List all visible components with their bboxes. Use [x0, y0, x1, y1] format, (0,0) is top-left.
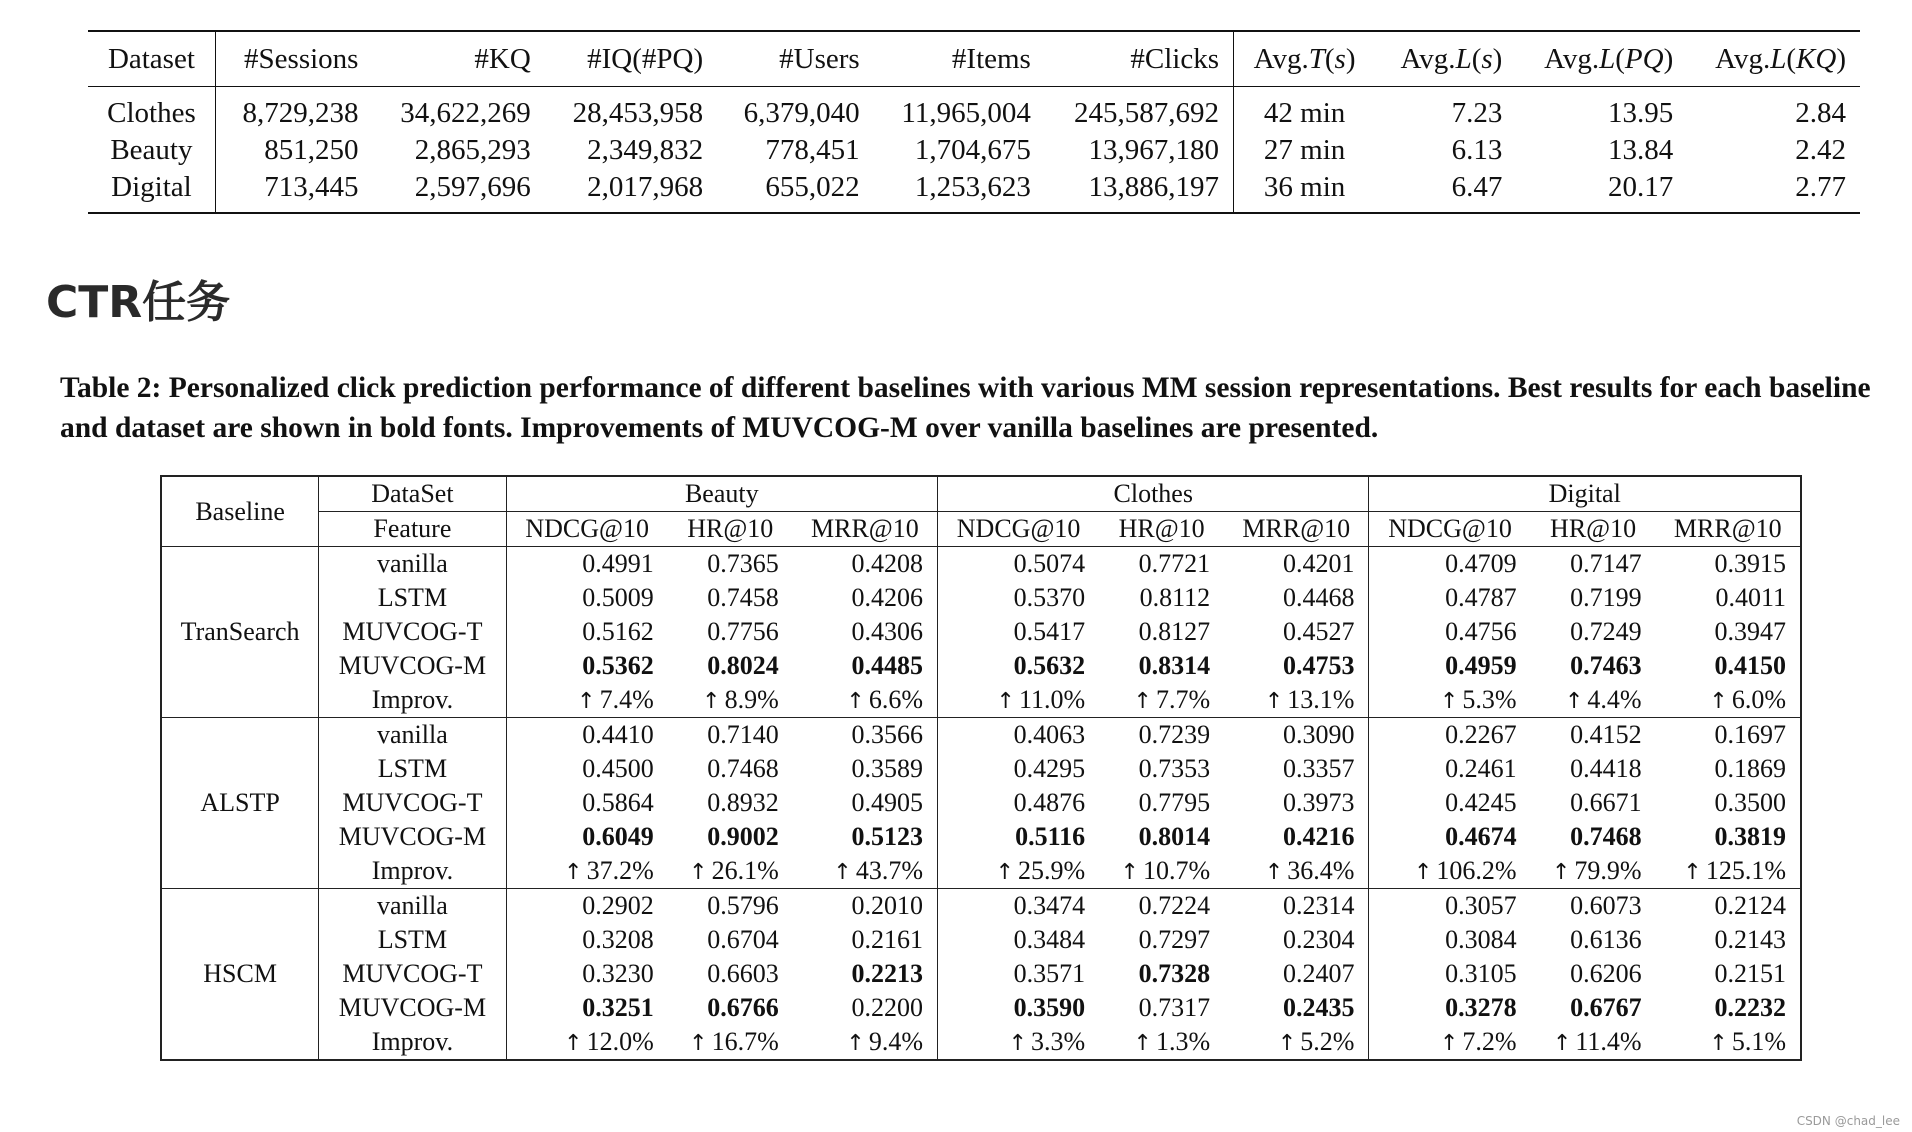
table2-row	[161, 991, 1801, 1025]
improvement-cell	[506, 683, 668, 718]
table1-cell: 655,022	[765, 171, 860, 203]
feature-cell: MUVCOG-T	[319, 786, 506, 820]
improvement-cell	[1224, 854, 1369, 889]
improvement-value: 4.4%	[1587, 685, 1642, 714]
table1-cell: 2,017,968	[587, 171, 704, 203]
feature-cell: LSTM	[319, 923, 506, 957]
t1-header-kq: #KQ	[372, 31, 544, 87]
table1-cell: 713,445	[264, 171, 359, 203]
metric-value-cell: 0.3105	[1445, 959, 1517, 988]
metric-value-cell: 0.8112	[1139, 583, 1211, 612]
table1-cell: 27 min	[1263, 134, 1346, 166]
improvement-value: 25.9%	[1018, 856, 1086, 885]
t2-metric-header: HR@10	[687, 514, 774, 543]
metric-value-cell: 0.4500	[582, 754, 654, 783]
up-arrow-icon: ↑	[1709, 689, 1728, 714]
up-arrow-icon: ↑	[1552, 1031, 1572, 1056]
table2-row	[161, 547, 1801, 582]
metric-value-cell: 0.4876	[1013, 788, 1086, 817]
metric-value-cell: 0.8014	[1138, 822, 1211, 851]
baseline-cell: HSCM	[161, 889, 319, 1061]
metric-value-cell: 0.2902	[506, 889, 668, 924]
table1-row	[88, 87, 1860, 133]
up-arrow-icon: ↑	[1439, 689, 1459, 714]
metric-value-cell: 0.4468	[1224, 581, 1369, 615]
feature-cell: MUVCOG-T	[319, 957, 506, 991]
improvement-value: 12.0%	[586, 1027, 654, 1056]
metric-value-cell: 0.4152	[1531, 718, 1656, 753]
improvement-cell	[1224, 1025, 1369, 1060]
metric-value-cell: 0.4485	[793, 649, 938, 683]
t1-header-dataset: Dataset	[88, 31, 215, 87]
table1-cell: 2,597,696	[414, 171, 531, 203]
up-arrow-icon: ↑	[1683, 860, 1702, 885]
metric-value-cell: 0.4959	[1445, 651, 1517, 680]
improvement-value: 5.3%	[1462, 685, 1517, 714]
feature-cell: MUVCOG-M	[319, 649, 506, 683]
metric-value-cell: 0.4991	[506, 547, 668, 582]
improvement-cell	[1531, 854, 1656, 889]
metric-value-cell: 0.4011	[1715, 583, 1786, 612]
improvement-value: 6.0%	[1731, 685, 1786, 714]
t1-header-avg-len-kq: Avg.L(KQ)	[1687, 31, 1860, 87]
t2-header-clothes: Clothes	[938, 476, 1369, 512]
metric-value-cell: 0.6136	[1570, 925, 1642, 954]
metric-value-cell: 0.7468	[707, 754, 779, 783]
t2-metric-header: MRR@10	[1224, 512, 1369, 547]
table1-cell: 1,704,675	[914, 134, 1031, 166]
table1-cell: 6.13	[1451, 134, 1503, 166]
improvement-value: 5.2%	[1300, 1027, 1355, 1056]
feature-cell: MUVCOG-T	[319, 615, 506, 649]
metric-value-cell: 0.2407	[1224, 957, 1369, 991]
improvement-cell	[668, 683, 793, 718]
table1-dataset-cell: Beauty	[88, 132, 215, 169]
metric-value-cell: 0.4201	[1224, 547, 1369, 582]
improvement-value: 36.4%	[1287, 856, 1355, 885]
improvement-value: 106.2%	[1436, 856, 1517, 885]
up-arrow-icon: ↑	[564, 1031, 583, 1056]
metric-value-cell: 0.8127	[1138, 617, 1211, 646]
improvement-cell	[1369, 683, 1531, 718]
table2-row	[161, 854, 1801, 889]
up-arrow-icon: ↑	[996, 689, 1015, 714]
improvement-value: 26.1%	[711, 856, 779, 885]
metric-value-cell: 0.3915	[1656, 547, 1801, 582]
t1-header-clicks: #Clicks	[1045, 31, 1234, 87]
metric-value-cell: 0.4306	[793, 615, 938, 649]
table1-cell: 13,886,197	[1045, 169, 1234, 213]
feature-cell: vanilla	[319, 889, 506, 924]
metric-value-cell: 0.7756	[707, 617, 779, 646]
improvement-cell	[1224, 683, 1369, 718]
metric-value-cell: 0.6049	[582, 822, 654, 851]
feature-cell: vanilla	[319, 718, 506, 753]
improvement-cell	[1656, 683, 1801, 718]
metric-value-cell: 0.7249	[1570, 617, 1642, 646]
t2-metric-header: HR@10	[1118, 514, 1205, 543]
baseline-cell: TranSearch	[161, 547, 319, 718]
metric-value-cell: 0.5864	[582, 788, 654, 817]
feature-cell: LSTM	[319, 752, 506, 786]
metric-value-cell: 0.2161	[793, 923, 938, 957]
metric-value-cell: 0.3484	[1013, 925, 1086, 954]
improvement-cell	[1099, 683, 1224, 718]
up-arrow-icon: ↑	[702, 689, 721, 714]
table1-cell: 42 min	[1263, 97, 1346, 129]
table1-cell: 34,622,269	[400, 97, 531, 129]
improvement-value: 43.7%	[855, 856, 924, 885]
table1-cell: 20.17	[1608, 171, 1674, 203]
up-arrow-icon: ↑	[846, 1031, 865, 1056]
table2-row	[161, 581, 1801, 615]
metric-value-cell: 0.3357	[1224, 752, 1369, 786]
table1-dataset-cell: Digital	[88, 169, 215, 213]
up-arrow-icon: ↑	[995, 860, 1014, 885]
up-arrow-icon: ↑	[1264, 860, 1284, 885]
up-arrow-icon: ↑	[833, 860, 852, 885]
feature-cell: LSTM	[319, 581, 506, 615]
metric-value-cell: 0.6073	[1531, 889, 1656, 924]
feature-cell: vanilla	[319, 547, 506, 582]
metric-value-cell: 0.2461	[1445, 754, 1517, 783]
up-arrow-icon: ↑	[564, 860, 583, 885]
t2-header-feature: Feature	[319, 512, 506, 547]
table1-cell: 778,451	[765, 134, 860, 166]
metric-value-cell: 0.4756	[1445, 617, 1517, 646]
dataset-statistics-table	[88, 30, 1860, 214]
section-heading: CTR任务	[46, 277, 231, 328]
up-arrow-icon: ↑	[1551, 860, 1571, 885]
table2-header-row-metrics	[161, 512, 1801, 547]
t2-metric-header: HR@10	[1550, 514, 1637, 543]
up-arrow-icon: ↑	[1709, 1031, 1728, 1056]
metric-value-cell: 0.4216	[1224, 820, 1369, 854]
improvement-value: 5.1%	[1731, 1027, 1786, 1056]
table2-row	[161, 718, 1801, 753]
up-arrow-icon: ↑	[1120, 860, 1139, 885]
metric-value-cell: 0.7147	[1531, 547, 1656, 582]
metric-value-cell: 0.3500	[1714, 788, 1786, 817]
metric-value-cell: 0.3947	[1714, 617, 1786, 646]
improvement-cell	[1656, 854, 1801, 889]
t2-metric-header: MRR@10	[1673, 514, 1782, 543]
metric-value-cell: 0.7365	[668, 547, 793, 582]
up-arrow-icon: ↑	[1564, 689, 1584, 714]
table1-cell: 8,729,238	[242, 97, 359, 129]
improvement-value: 7.4%	[599, 685, 654, 714]
metric-value-cell: 0.6704	[707, 925, 779, 954]
metric-value-cell: 0.1697	[1656, 718, 1801, 753]
metric-value-cell: 0.5370	[1013, 583, 1086, 612]
improvement-cell	[1531, 683, 1656, 718]
metric-value-cell: 0.4063	[938, 718, 1100, 753]
improvement-cell	[793, 1025, 938, 1060]
improvement-cell	[938, 1025, 1100, 1060]
t2-metric-header: NDCG@10	[525, 514, 649, 543]
improvement-value: 3.3%	[1031, 1027, 1086, 1056]
metric-value-cell: 0.7224	[1099, 889, 1224, 924]
metric-value-cell: 0.3090	[1224, 718, 1369, 753]
table2-row	[161, 683, 1801, 718]
metric-value-cell: 0.5116	[1015, 822, 1086, 851]
table2-row	[161, 957, 1801, 991]
table2-header-row-datasets	[161, 476, 1801, 512]
t1-header-users: #Users	[717, 31, 874, 87]
metric-value-cell: 0.4295	[1013, 754, 1086, 783]
t1-header-avg-time: Avg.T(s)	[1233, 31, 1375, 87]
metric-value-cell: 0.7721	[1099, 547, 1224, 582]
metric-value-cell: 0.5123	[793, 820, 938, 854]
improvement-cell	[506, 854, 668, 889]
metric-value-cell: 0.3566	[793, 718, 938, 753]
metric-value-cell: 0.3084	[1445, 925, 1517, 954]
t2-header-digital: Digital	[1369, 476, 1801, 512]
improvement-cell	[1369, 1025, 1531, 1060]
table1-cell: 6.47	[1451, 171, 1503, 203]
metric-value-cell: 0.3571	[1013, 959, 1086, 988]
metric-value-cell: 0.2124	[1656, 889, 1801, 924]
table1-dataset-cell: Clothes	[88, 87, 215, 133]
metric-value-cell: 0.3589	[793, 752, 938, 786]
up-arrow-icon: ↑	[846, 689, 865, 714]
table1-cell: 36 min	[1263, 171, 1346, 203]
metric-value-cell: 0.6206	[1570, 959, 1642, 988]
table1-cell: 6,379,040	[743, 97, 860, 129]
improvement-value: 6.6%	[868, 685, 924, 714]
metric-value-cell: 0.6671	[1570, 788, 1642, 817]
up-arrow-icon: ↑	[1008, 1031, 1027, 1056]
metric-value-cell: 0.2304	[1224, 923, 1369, 957]
metric-value-cell: 0.5796	[668, 889, 793, 924]
feature-cell: Improv.	[319, 683, 506, 718]
t2-header-baseline: Baseline	[161, 476, 319, 547]
metric-value-cell: 0.3251	[582, 993, 654, 1022]
improvement-cell	[793, 683, 938, 718]
metric-value-cell: 0.2143	[1714, 925, 1786, 954]
t1-header-avg-len-pq: Avg.L(PQ)	[1516, 31, 1687, 87]
up-arrow-icon: ↑	[1133, 689, 1152, 714]
up-arrow-icon: ↑	[1439, 1031, 1459, 1056]
table2-caption: Table 2: Personalized click prediction performance of different baselines with various MM session representations. Best results for each baseline and dataset are shown in bold fonts. Improvements of MUVCOG-M over vanilla baselines are presented.	[60, 372, 1871, 444]
t1-header-sessions: #Sessions	[215, 31, 372, 87]
table1-cell: 2.77	[1795, 171, 1846, 203]
table1-cell: 13.84	[1608, 134, 1674, 166]
feature-cell: Improv.	[319, 1025, 506, 1060]
table2-row	[161, 752, 1801, 786]
table1-cell: 13,967,180	[1045, 132, 1234, 169]
metric-value-cell: 0.3278	[1445, 993, 1517, 1022]
metric-value-cell: 0.7463	[1570, 651, 1642, 680]
metric-value-cell: 0.4787	[1445, 583, 1517, 612]
t2-header-beauty: Beauty	[506, 476, 937, 512]
metric-value-cell: 0.4410	[506, 718, 668, 753]
click-prediction-results-table	[160, 475, 1802, 1061]
table2-row	[161, 889, 1801, 924]
metric-value-cell: 0.5162	[582, 617, 654, 646]
metric-value-cell: 0.4709	[1369, 547, 1531, 582]
metric-value-cell: 0.3819	[1714, 822, 1786, 851]
up-arrow-icon: ↑	[1277, 1031, 1297, 1056]
metric-value-cell: 0.5074	[938, 547, 1100, 582]
metric-value-cell: 0.7317	[1138, 993, 1211, 1022]
metric-value-cell: 0.2200	[793, 991, 938, 1025]
up-arrow-icon: ↑	[689, 860, 708, 885]
metric-value-cell: 0.7795	[1138, 788, 1211, 817]
improvement-value: 125.1%	[1705, 856, 1786, 885]
metric-value-cell: 0.3208	[582, 925, 654, 954]
metric-value-cell: 0.7140	[668, 718, 793, 753]
improvement-cell	[506, 1025, 668, 1060]
improvement-value: 11.0%	[1018, 685, 1086, 714]
up-arrow-icon: ↑	[689, 1031, 708, 1056]
table1-cell: 245,587,692	[1045, 87, 1234, 133]
improvement-cell	[938, 683, 1100, 718]
table2-row	[161, 923, 1801, 957]
metric-value-cell: 0.3590	[1013, 993, 1086, 1022]
metric-value-cell: 0.6766	[707, 993, 779, 1022]
table1-cell: 11,965,004	[901, 97, 1031, 129]
improvement-value: 1.3%	[1155, 1027, 1211, 1056]
metric-value-cell: 0.4206	[793, 581, 938, 615]
metric-value-cell: 0.6767	[1570, 993, 1642, 1022]
metric-value-cell: 0.3973	[1224, 786, 1369, 820]
t2-header-dataset: DataSet	[319, 476, 506, 512]
metric-value-cell: 0.2314	[1224, 889, 1369, 924]
metric-value-cell: 0.8024	[707, 651, 779, 680]
feature-cell: MUVCOG-M	[319, 820, 506, 854]
up-arrow-icon: ↑	[1133, 1031, 1152, 1056]
metric-value-cell: 0.2435	[1224, 991, 1369, 1025]
improvement-cell	[1656, 1025, 1801, 1060]
metric-value-cell: 0.4150	[1714, 651, 1786, 680]
improvement-cell	[938, 854, 1100, 889]
improvement-value: 8.9%	[724, 685, 779, 714]
metric-value-cell: 0.4527	[1224, 615, 1369, 649]
improvement-value: 7.7%	[1155, 685, 1211, 714]
table1-cell: 7.23	[1451, 97, 1503, 129]
table2-row	[161, 1025, 1801, 1060]
watermark: CSDN @chad_lee	[1796, 1114, 1900, 1128]
table2-row	[161, 820, 1801, 854]
improvement-cell	[1099, 1025, 1224, 1060]
up-arrow-icon: ↑	[1413, 860, 1433, 885]
improvement-value: 10.7%	[1142, 856, 1211, 885]
t2-metric-header: NDCG@10	[956, 514, 1081, 543]
table1-row	[88, 132, 1860, 169]
t1-header-avg-len-session: Avg.L(s)	[1375, 31, 1516, 87]
table1-cell: 28,453,958	[572, 97, 704, 129]
metric-value-cell: 0.3057	[1369, 889, 1531, 924]
table1-cell: 2,349,832	[587, 134, 704, 166]
improvement-cell	[793, 854, 938, 889]
improvement-value: 13.1%	[1287, 685, 1355, 714]
table2-row	[161, 649, 1801, 683]
improvement-value: 79.9%	[1574, 856, 1642, 885]
metric-value-cell: 0.2232	[1714, 993, 1786, 1022]
feature-cell: Improv.	[319, 854, 506, 889]
metric-value-cell: 0.4753	[1224, 649, 1369, 683]
table2-row	[161, 615, 1801, 649]
metric-value-cell: 0.7468	[1570, 822, 1642, 851]
table1-cell: 2,865,293	[414, 134, 531, 166]
table2-row	[161, 786, 1801, 820]
metric-value-cell: 0.2267	[1369, 718, 1531, 753]
metric-value-cell: 0.3230	[582, 959, 654, 988]
improvement-value: 16.7%	[711, 1027, 779, 1056]
improvement-cell	[1531, 1025, 1656, 1060]
metric-value-cell: 0.3474	[938, 889, 1100, 924]
metric-value-cell: 0.5632	[1013, 651, 1086, 680]
metric-value-cell: 0.7458	[707, 583, 779, 612]
improvement-cell	[668, 1025, 793, 1060]
metric-value-cell: 0.4245	[1445, 788, 1517, 817]
improvement-cell	[1369, 854, 1531, 889]
metric-value-cell: 0.2213	[793, 957, 938, 991]
table1-cell: 13.95	[1608, 97, 1674, 129]
metric-value-cell: 0.4208	[793, 547, 938, 582]
table2-body	[161, 547, 1801, 1061]
metric-value-cell: 0.9002	[707, 822, 779, 851]
metric-value-cell: 0.7328	[1138, 959, 1211, 988]
table1-cell: 2.84	[1795, 97, 1846, 129]
improvement-value: 37.2%	[586, 856, 654, 885]
up-arrow-icon: ↑	[1264, 689, 1284, 714]
feature-cell: MUVCOG-M	[319, 991, 506, 1025]
table1-row	[88, 169, 1860, 213]
metric-value-cell: 0.5009	[582, 583, 654, 612]
up-arrow-icon: ↑	[577, 689, 596, 714]
improvement-value: 9.4%	[868, 1027, 924, 1056]
metric-value-cell: 0.7199	[1570, 583, 1642, 612]
table1-cell: 851,250	[264, 134, 359, 166]
metric-value-cell: 0.8314	[1138, 651, 1211, 680]
improvement-cell	[1099, 854, 1224, 889]
metric-value-cell: 0.1869	[1714, 754, 1786, 783]
metric-value-cell: 0.5417	[1013, 617, 1086, 646]
t1-header-items: #Items	[874, 31, 1045, 87]
t2-metric-header: NDCG@10	[1388, 514, 1512, 543]
table1-header-row	[88, 31, 1860, 87]
t2-metric-header: MRR@10	[793, 512, 938, 547]
metric-value-cell: 0.7353	[1138, 754, 1211, 783]
table1-cell: 2.42	[1795, 134, 1846, 166]
table1-body	[88, 87, 1860, 214]
table1-cell: 1,253,623	[914, 171, 1031, 203]
improvement-value: 11.4%	[1575, 1027, 1642, 1056]
metric-value-cell: 0.2010	[793, 889, 938, 924]
improvement-value: 7.2%	[1462, 1027, 1517, 1056]
baseline-cell: ALSTP	[161, 718, 319, 889]
metric-value-cell: 0.5362	[582, 651, 654, 680]
metric-value-cell: 0.2151	[1714, 959, 1786, 988]
metric-value-cell: 0.4905	[793, 786, 938, 820]
metric-value-cell: 0.7239	[1099, 718, 1224, 753]
improvement-cell	[668, 854, 793, 889]
metric-value-cell: 0.4674	[1445, 822, 1517, 851]
t1-header-iq-pq: #IQ(#PQ)	[545, 31, 717, 87]
metric-value-cell: 0.8932	[707, 788, 779, 817]
metric-value-cell: 0.7297	[1138, 925, 1211, 954]
metric-value-cell: 0.4418	[1570, 754, 1642, 783]
metric-value-cell: 0.6603	[707, 959, 779, 988]
